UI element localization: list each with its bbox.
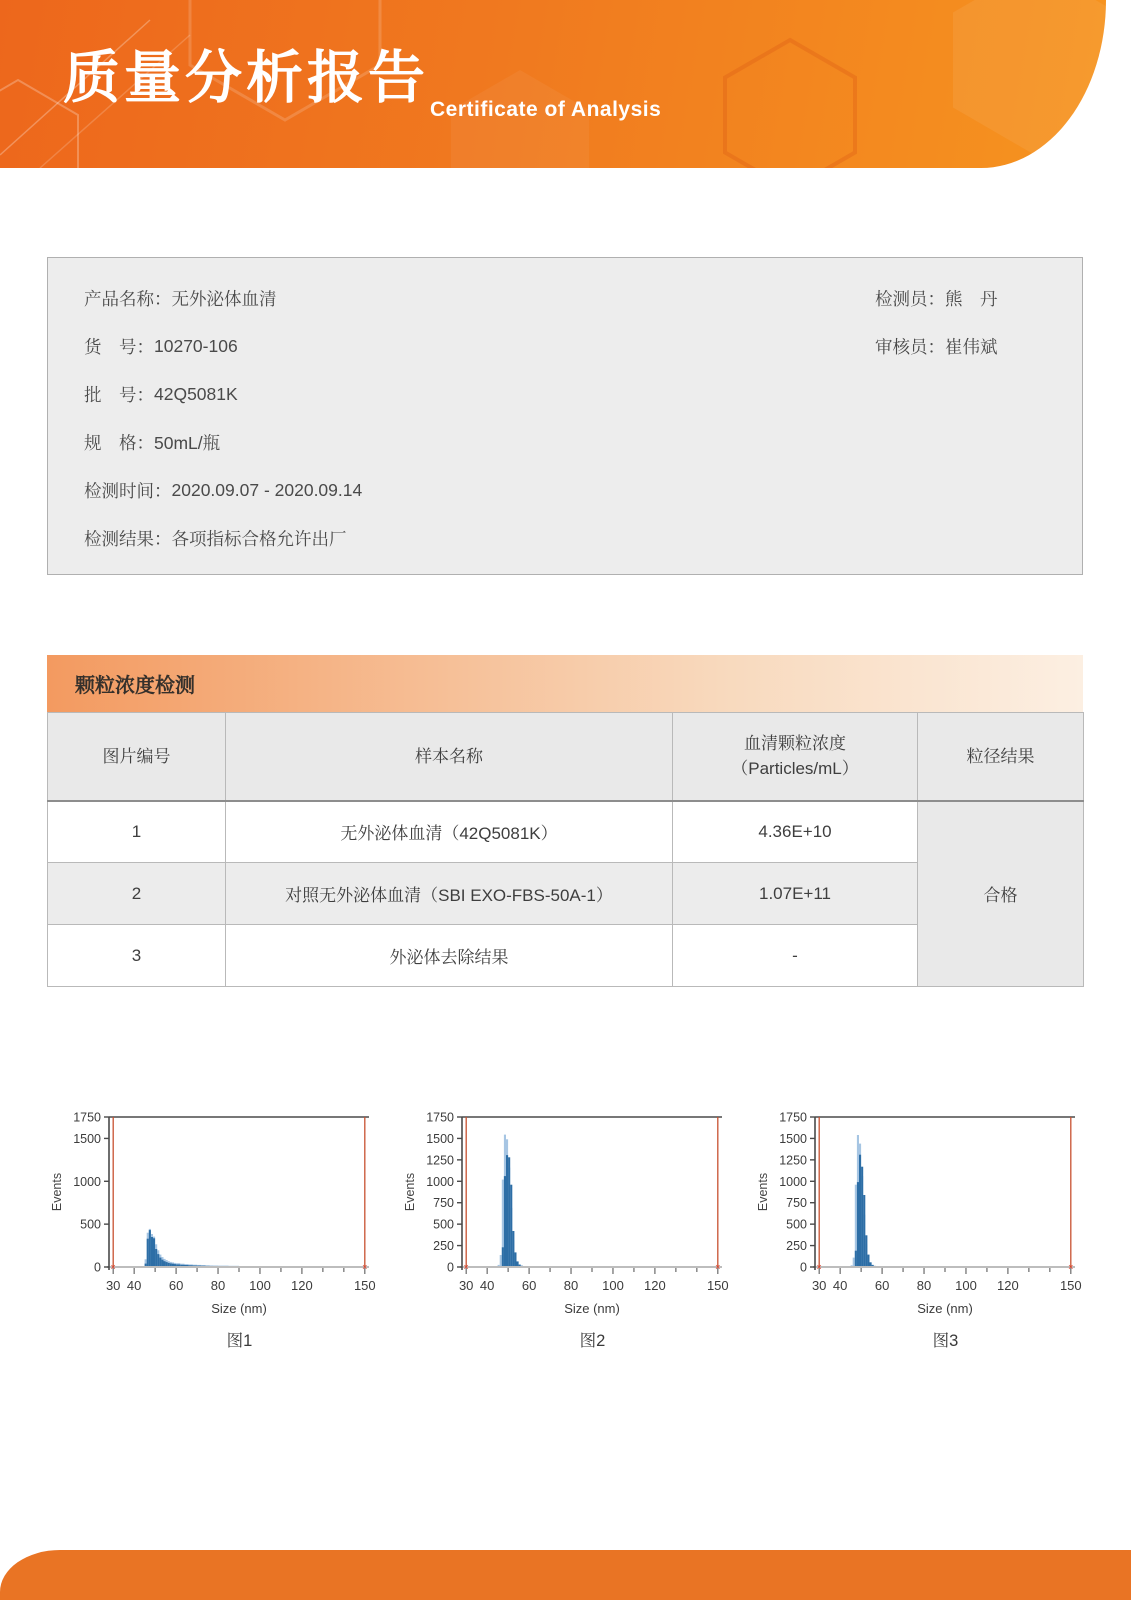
svg-text:120: 120 xyxy=(644,1278,666,1293)
svg-text:500: 500 xyxy=(80,1217,101,1232)
svg-text:250: 250 xyxy=(433,1239,454,1254)
figure-2 xyxy=(398,1096,729,1351)
svg-text:250: 250 xyxy=(786,1239,807,1254)
figures-row xyxy=(45,1096,1082,1351)
svg-text:500: 500 xyxy=(433,1217,454,1232)
svg-text:×: × xyxy=(463,1262,469,1272)
info-row-test-date xyxy=(84,466,1082,514)
info-label: 审核员： xyxy=(875,336,945,357)
svg-text:Events: Events xyxy=(756,1172,770,1212)
svg-text:100: 100 xyxy=(602,1278,624,1293)
cell-sample-name: 对照无外泌体血清（SBI EXO-FBS-50A-1） xyxy=(226,863,673,925)
svg-text:30: 30 xyxy=(458,1278,474,1293)
svg-text:100: 100 xyxy=(249,1278,271,1293)
svg-text:1250: 1250 xyxy=(426,1153,454,1168)
cell-concentration: 1.07E+11 xyxy=(673,863,918,925)
info-label: 产品名称： xyxy=(84,288,172,309)
page-title: 质量分析报告 xyxy=(63,46,429,110)
figure-3 xyxy=(751,1096,1082,1351)
info-label: 货 号： xyxy=(84,336,154,357)
svg-text:1500: 1500 xyxy=(779,1131,807,1146)
info-value: 熊 丹 xyxy=(945,288,998,309)
svg-text:750: 750 xyxy=(786,1196,807,1211)
cell-size-result-merged: 合格 xyxy=(918,801,1084,987)
svg-text:60: 60 xyxy=(874,1278,890,1293)
svg-text:30: 30 xyxy=(811,1278,827,1293)
svg-text:60: 60 xyxy=(168,1278,184,1293)
histogram-chart-1 xyxy=(45,1096,376,1323)
svg-text:120: 120 xyxy=(291,1278,313,1293)
signers-block xyxy=(875,274,998,370)
svg-text:0: 0 xyxy=(447,1260,454,1275)
figure-1 xyxy=(45,1096,376,1351)
svg-text:120: 120 xyxy=(997,1278,1019,1293)
svg-text:Size (nm): Size (nm) xyxy=(917,1301,973,1316)
svg-text:×: × xyxy=(110,1262,116,1272)
figure-caption-3: 图3 xyxy=(932,1332,959,1350)
info-value: 无外泌体血清 xyxy=(171,288,277,309)
info-row-specification xyxy=(84,418,1082,466)
table-header-row xyxy=(48,713,1084,801)
col-header-image-id: 图片编号 xyxy=(48,713,226,801)
info-label: 检测员： xyxy=(875,288,945,309)
header-banner xyxy=(0,0,1106,168)
cell-image-id: 2 xyxy=(48,863,226,925)
svg-text:80: 80 xyxy=(210,1278,226,1293)
svg-text:1750: 1750 xyxy=(73,1110,101,1125)
page-subtitle: Certificate of Analysis xyxy=(430,98,662,121)
svg-text:1500: 1500 xyxy=(73,1131,101,1146)
svg-text:Size (nm): Size (nm) xyxy=(564,1301,620,1316)
svg-text:1000: 1000 xyxy=(73,1174,101,1189)
particle-concentration-table xyxy=(47,712,1084,987)
figure-caption-2: 图2 xyxy=(579,1332,606,1350)
col-header-size-result: 粒径结果 xyxy=(918,713,1084,801)
info-row-tester xyxy=(875,274,998,322)
svg-text:Events: Events xyxy=(403,1172,417,1212)
col-header-concentration-line2: （Particles/mL） xyxy=(731,759,859,779)
svg-text:30: 30 xyxy=(105,1278,121,1293)
svg-text:100: 100 xyxy=(955,1278,977,1293)
info-value: 崔伟斌 xyxy=(945,336,998,357)
svg-text:1750: 1750 xyxy=(779,1110,807,1125)
info-row-reviewer xyxy=(875,322,998,370)
svg-text:1250: 1250 xyxy=(779,1153,807,1168)
histogram-chart-3 xyxy=(751,1096,1082,1323)
svg-text:1000: 1000 xyxy=(426,1174,454,1189)
info-label: 检测时间： xyxy=(84,480,172,501)
table-row xyxy=(48,801,1084,863)
svg-text:Events: Events xyxy=(50,1172,64,1212)
svg-text:80: 80 xyxy=(916,1278,932,1293)
col-header-concentration-line1: 血清颗粒浓度 xyxy=(744,733,846,753)
svg-text:1000: 1000 xyxy=(779,1174,807,1189)
figure-caption-1: 图1 xyxy=(226,1332,253,1350)
cell-concentration: - xyxy=(673,925,918,987)
col-header-concentration xyxy=(673,713,918,801)
info-row-test-result xyxy=(84,514,1082,562)
product-info-box xyxy=(47,257,1083,575)
svg-text:Size (nm): Size (nm) xyxy=(211,1301,267,1316)
cell-image-id: 3 xyxy=(48,925,226,987)
svg-text:150: 150 xyxy=(353,1278,376,1293)
col-header-sample-name: 样本名称 xyxy=(226,713,673,801)
svg-text:×: × xyxy=(1068,1262,1074,1272)
info-label: 批 号： xyxy=(84,384,154,405)
footer-banner xyxy=(0,1550,1131,1600)
svg-text:×: × xyxy=(362,1262,368,1272)
info-label: 规 格： xyxy=(84,432,154,453)
histogram-chart-2 xyxy=(398,1096,729,1323)
svg-text:750: 750 xyxy=(433,1196,454,1211)
info-value: 2020.09.07 - 2020.09.14 xyxy=(171,479,363,500)
svg-text:150: 150 xyxy=(1059,1278,1082,1293)
info-row-lot-number xyxy=(84,370,1082,418)
info-value: 42Q5081K xyxy=(154,383,238,404)
svg-text:×: × xyxy=(816,1262,822,1272)
cell-concentration: 4.36E+10 xyxy=(673,801,918,863)
svg-text:0: 0 xyxy=(94,1260,101,1275)
svg-text:1500: 1500 xyxy=(426,1131,454,1146)
svg-text:×: × xyxy=(715,1262,721,1272)
section-title-bar xyxy=(47,655,1083,712)
cell-sample-name: 外泌体去除结果 xyxy=(226,925,673,987)
cell-image-id: 1 xyxy=(48,801,226,863)
svg-text:40: 40 xyxy=(126,1278,142,1293)
svg-text:150: 150 xyxy=(706,1278,729,1293)
svg-text:0: 0 xyxy=(800,1260,807,1275)
svg-text:40: 40 xyxy=(479,1278,495,1293)
svg-text:80: 80 xyxy=(563,1278,579,1293)
info-value: 10270-106 xyxy=(154,335,238,356)
info-value: 50mL/瓶 xyxy=(154,432,221,453)
svg-text:40: 40 xyxy=(832,1278,848,1293)
info-label: 检测结果： xyxy=(84,528,172,549)
info-value: 各项指标合格允许出厂 xyxy=(171,528,347,549)
cell-sample-name: 无外泌体血清（42Q5081K） xyxy=(226,801,673,863)
svg-text:1750: 1750 xyxy=(426,1110,454,1125)
svg-text:60: 60 xyxy=(521,1278,537,1293)
section-title: 颗粒浓度检测 xyxy=(75,675,195,697)
svg-text:500: 500 xyxy=(786,1217,807,1232)
